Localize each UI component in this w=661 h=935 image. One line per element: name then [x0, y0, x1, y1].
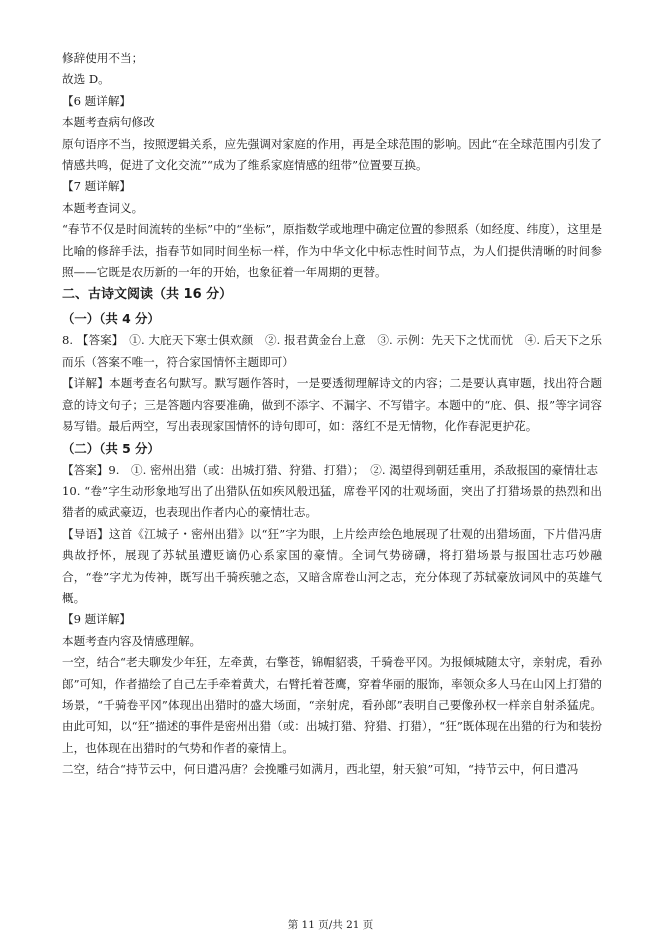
paragraph: 【导语】这首《江城子・密州出猎》以“狂”字为眼，上片绘声绘色地展现了壮观的出猎场面，下片借冯唐典故抒怀，展现了苏轼虽遭贬谪仍心系家国的豪情。全词气势磅礴，将打猎场景与报国壮志巧妙融合，“卷”字尤为传神，既写出千骑疾驰之态，又暗含席卷山河之志，充分体现了苏轼豪放词风中的英雄气概。	[62, 526, 602, 605]
paragraph: 10. “卷”字生动形象地写出了出猎队伍如疾风般迅猛，席卷平冈的壮观场面，突出了打猎场景的热烈和出猎者的威武豪迈，也表现出作者内心的豪情壮志。	[62, 483, 602, 520]
section-title: 二、古诗文阅读（共 16 分）	[62, 287, 233, 303]
subsection-title: （一）（共 4 分）	[62, 311, 160, 327]
subsection-title: （二）（共 5 分）	[62, 440, 160, 456]
paragraph: “春节不仅是时间流转的坐标”中的“坐标”，原指数学或地理中确定位置的参照系（如经度、纬度），这里是比喻的修辞手法，指春节如同时间坐标一样，作为中华文化中标志性时间节点，为人们提供清晰的时间参照——它既是农历新的一年的开始，也象征着一年周期的更替。	[62, 222, 602, 280]
question-9-heading: 【9 题详解】	[62, 612, 132, 627]
question-7-heading: 【7 题详解】	[62, 179, 132, 194]
paragraph: 【答案】9. ①. 密州出猎（或：出城打猎、狩猎、打猎）； ②. 渴望得到朝廷重用，杀敌报国的豪情壮志	[62, 462, 598, 477]
text-line: 故选 D。	[62, 72, 110, 87]
paragraph: 【详解】本题考查名句默写。默写题作答时，一是要透彻理解诗文的内容；二是要认真审题，找出符合题意的诗文句子；三是答题内容要准确，做到不添字、不漏字、不写错字。本题中的“庇、俱、报”等字词容易写错。最后两空，写出表现家国情怀的诗句即可，如：落红不是无情物，化作春泥更护花。	[62, 376, 602, 434]
paragraph: 原句语序不当，按照逻辑关系，应先强调对家庭的作用，再是全球范围的影响。因此“在全球范围内引发了情感共鸣，促进了文化交流”“成为了维系家庭情感的纽带”位置要互换。	[62, 136, 602, 173]
text-line: 本题考查词义。	[62, 200, 144, 215]
text-line: 本题考查病句修改	[62, 115, 155, 130]
paragraph: 一空，结合“老夫聊发少年狂，左牵黄，右擎苍，锦帽貂裘，千骑卷平冈。为报倾城随太守，亲射虎，看孙郎”可知，作者描绘了自己左手牵着黄犬，右臂托着苍鹰，穿着华丽的服饰，率领众多人马在山冈上打猎的场景，“千骑卷平冈”体现出出猎时的盛大场面，“亲射虎，看孙郎”表明自己要像孙权一样亲自射杀猛虎。由此可知，以“狂”描述的事件是密州出猎（或：出城打猎、狩猎、打猎），“狂”既体现在出猎的行为和装扮上，也体现在出猎时的气势和作者的豪情上。	[62, 655, 602, 755]
document-page	[62, 48, 602, 781]
text-line: 本题考查内容及情感理解。	[62, 633, 202, 648]
paragraph: 8. 【答案】 ①. 大庇天下寒士俱欢颜 ②. 报君黄金台上意 ③. 示例：先天下之忧而忧 ④. 后天下之乐而乐（答案不唯一，符合家国情怀主题即可）	[62, 333, 602, 369]
paragraph: 二空，结合“持节云中，何日遣冯唐？会挽雕弓如满月，西北望，射天狼”可知，“持节云中，何日遣冯	[62, 762, 579, 777]
text-line: 修辞使用不当；	[62, 51, 144, 65]
page-footer: 第 11 页/共 21 页	[287, 919, 374, 931]
question-6-heading: 【6 题详解】	[62, 93, 132, 108]
